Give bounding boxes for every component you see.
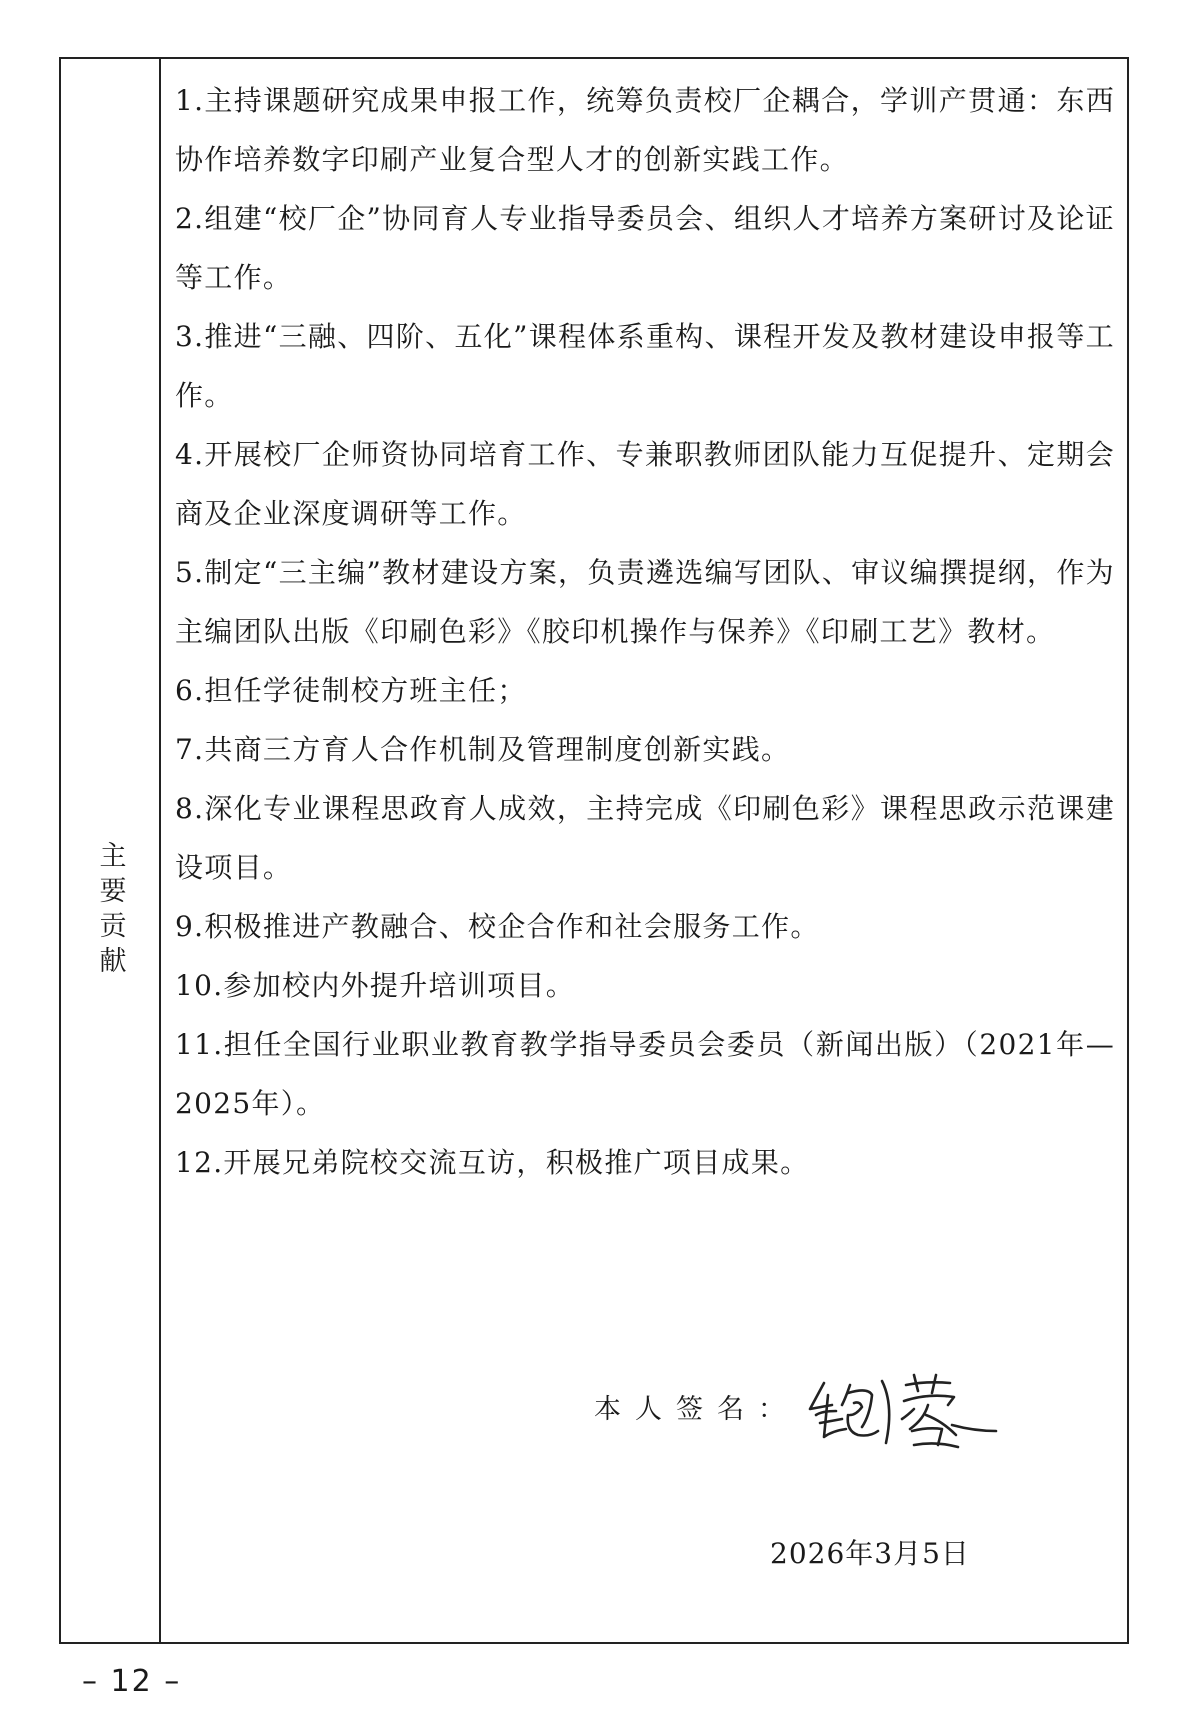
list-item: 12.开展兄弟院校交流互访，积极推广项目成果。 [175, 1146, 810, 1179]
list-item: 10.参加校内外提升培训项目。 [175, 969, 576, 1002]
signature-row [594, 1365, 1054, 1455]
list-item: 3.推进“三融、四阶、五化”课程体系重构、课程开发及教材建设申报等工作。 [175, 320, 1115, 412]
list-item: 6.担任学徒制校方班主任； [175, 674, 527, 707]
column-divider [159, 59, 161, 1642]
list-item: 8.深化专业课程思政育人成效，主持完成《印刷色彩》课程思政示范课建设项目。 [175, 792, 1115, 884]
signature-date: 2026年3月5日 [770, 1537, 970, 1570]
contribution-list [175, 71, 1115, 1192]
page-number: – 12 – [82, 1664, 182, 1699]
signature-label: 本人签名： [594, 1394, 799, 1425]
list-item: 9.积极推进产教融合、校企合作和社会服务工作。 [175, 910, 820, 943]
list-item: 11.担任全国行业职业教育教学指导委员会委员（新闻出版）（2021年—2025年）。 [175, 1028, 1115, 1120]
list-item: 1.主持课题研究成果申报工作，统筹负责校厂企耦合，学训产贯通：东西协作培养数字印刷产业复合型人才的创新实践工作。 [175, 84, 1115, 176]
handwritten-signature [802, 1365, 1002, 1455]
list-item: 4.开展校厂企师资协同培育工作、专兼职教师团队能力互促提升、定期会商及企业深度调研等工作。 [175, 438, 1115, 530]
list-item: 2.组建“校厂企”协同育人专业指导委员会、组织人才培养方案研讨及论证等工作。 [175, 202, 1115, 294]
list-item: 7.共商三方育人合作机制及管理制度创新实践。 [175, 733, 791, 766]
section-label: 主要贡献 [94, 840, 126, 981]
list-item: 5.制定“三主编”教材建设方案，负责遴选编写团队、审议编撰提纲，作为主编团队出版《印刷色彩》《胶印机操作与保养》《印刷工艺》教材。 [175, 556, 1115, 648]
label-column [61, 59, 159, 1642]
